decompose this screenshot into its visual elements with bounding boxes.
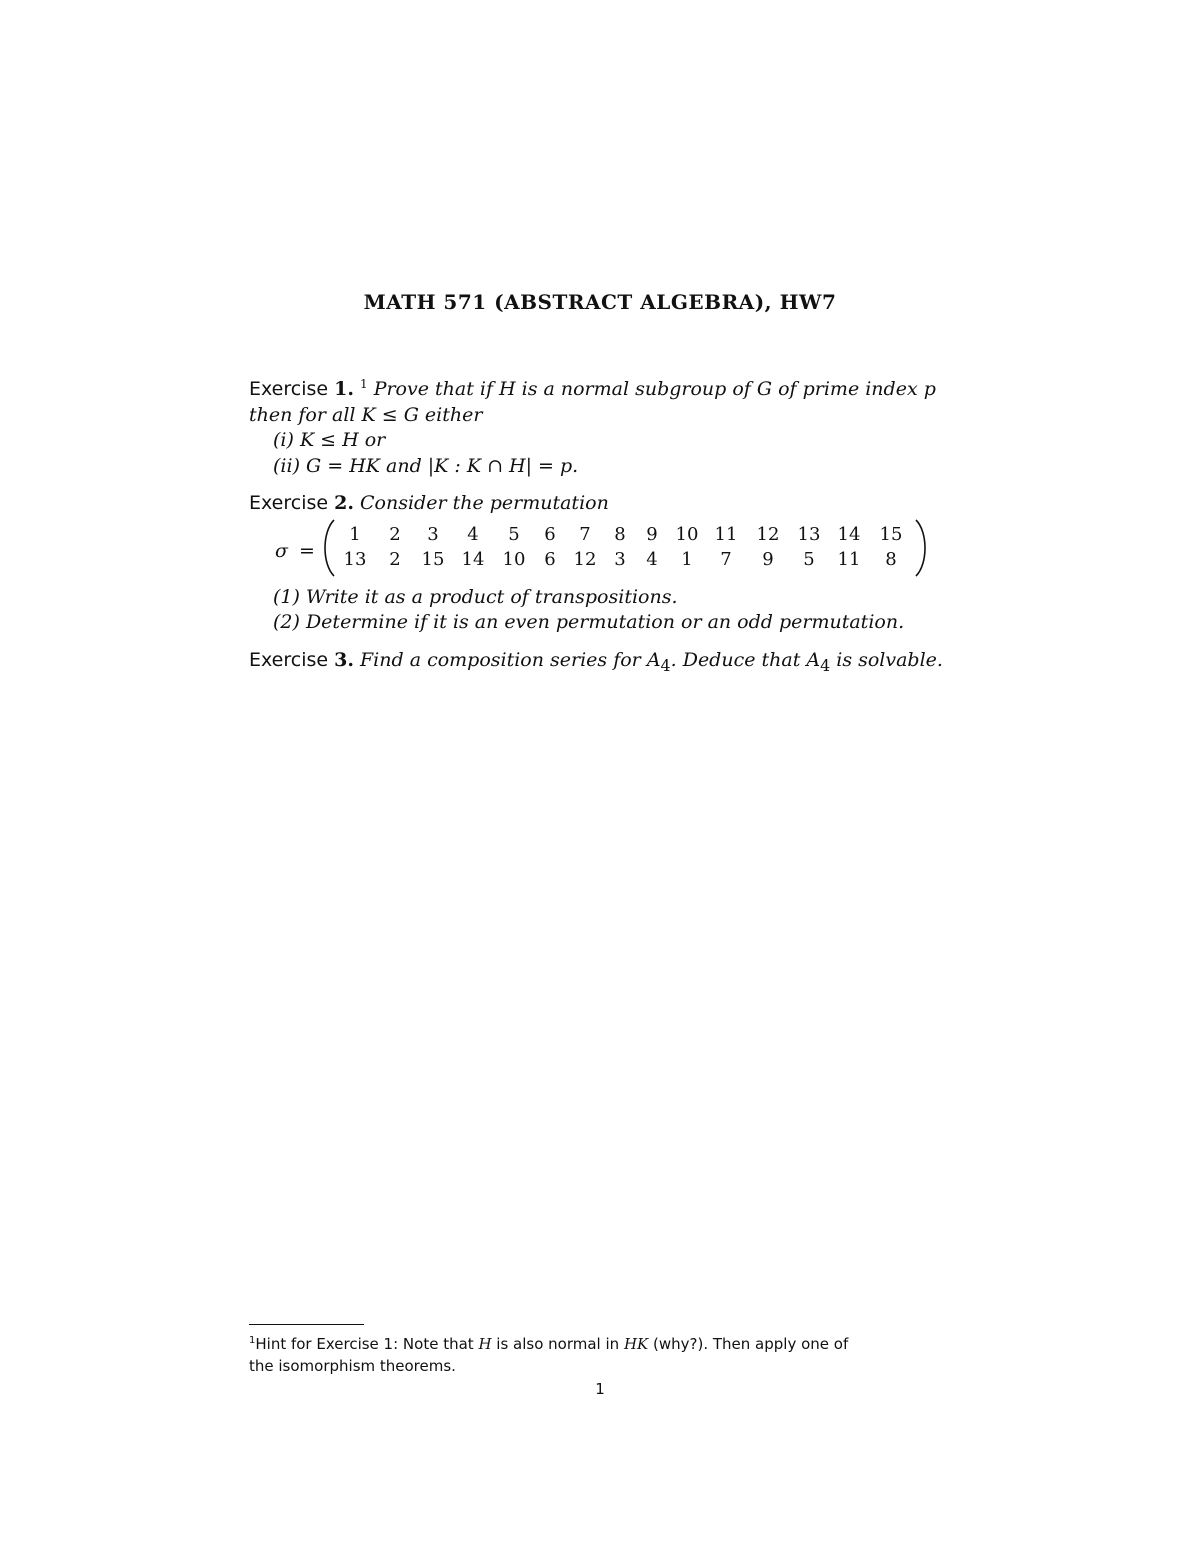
permutation-top-entry: 5 bbox=[508, 523, 520, 545]
footnote bbox=[249, 1330, 959, 1377]
permutation-bottom-entry: 1 bbox=[681, 548, 693, 570]
exercise-2-item-2: (2) Determine if it is an even permutation or an odd permutation. bbox=[273, 611, 905, 633]
document-title: MATH 571 (ABSTRACT ALGEBRA), HW7 bbox=[363, 290, 837, 314]
exercise-3 bbox=[249, 648, 954, 678]
permutation-bottom-entry: 7 bbox=[720, 548, 732, 570]
permutation-top-entry: 3 bbox=[427, 523, 439, 545]
a4-symbol-2: $A_4$ bbox=[806, 648, 831, 675]
permutation-top-entry: 2 bbox=[389, 523, 401, 545]
permutation-top-entry: 8 bbox=[614, 523, 626, 545]
permutation-bottom-entry: 13 bbox=[343, 548, 367, 570]
footnote-text-b: is also normal in bbox=[491, 1335, 624, 1353]
footnote-hk: HK bbox=[623, 1335, 649, 1353]
a4-symbol: $A_4$ bbox=[646, 648, 671, 675]
footnote-line2: the isomorphism theorems. bbox=[249, 1357, 456, 1375]
permutation-top-entry: 14 bbox=[837, 523, 861, 545]
sigma-symbol: σ bbox=[275, 539, 288, 562]
footnote-marker: 1 bbox=[360, 377, 368, 391]
footnote-h: H bbox=[478, 1335, 492, 1353]
permutation-top-entry: 13 bbox=[797, 523, 821, 545]
permutation-bottom-entry: 3 bbox=[614, 548, 626, 570]
permutation-bottom-entry: 11 bbox=[837, 548, 861, 570]
permutation-bottom-entry: 8 bbox=[885, 548, 897, 570]
permutation-top-entry: 4 bbox=[467, 523, 479, 545]
exercise-2 bbox=[249, 491, 954, 517]
exercise-2-label: Exercise 2. bbox=[249, 492, 354, 514]
permutation-top-entry: 15 bbox=[879, 523, 903, 545]
permutation-bottom-entry: 14 bbox=[461, 548, 485, 570]
permutation-top-entry: 6 bbox=[544, 523, 556, 545]
right-paren bbox=[913, 518, 931, 578]
permutation-bottom-entry: 15 bbox=[421, 548, 445, 570]
exercise-1-line2: then for all K ≤ G either bbox=[249, 403, 483, 426]
permutation-top-entry: 12 bbox=[756, 523, 780, 545]
exercise-1-case-i: (i) K ≤ H or bbox=[273, 429, 386, 451]
permutation-bottom-entry: 9 bbox=[762, 548, 774, 570]
footnote-number: 1 bbox=[249, 1335, 256, 1346]
permutation-top-entry: 7 bbox=[579, 523, 591, 545]
permutation-bottom-entry: 4 bbox=[646, 548, 658, 570]
permutation-top-entry: 11 bbox=[714, 523, 738, 545]
footnote-text-a: Hint for Exercise 1: Note that bbox=[255, 1335, 479, 1353]
document-body bbox=[249, 372, 954, 678]
equals-sign: = bbox=[299, 539, 315, 562]
permutation-top-entry: 9 bbox=[646, 523, 658, 545]
page-number: 1 bbox=[595, 1380, 605, 1398]
exercise-1-label: Exercise 1. bbox=[249, 378, 354, 400]
exercise-2-statement: Consider the permutation bbox=[360, 492, 609, 514]
exercise-3-text-b: . Deduce that bbox=[670, 648, 807, 671]
exercise-2-item-1: (1) Write it as a product of transpositions. bbox=[273, 585, 678, 608]
exercise-1 bbox=[249, 372, 954, 403]
permutation-bottom-entry: 6 bbox=[544, 548, 556, 570]
footnote-rule bbox=[249, 1324, 364, 1325]
exercise-3-text-c: is solvable. bbox=[830, 648, 943, 671]
permutation-bottom-entry: 5 bbox=[803, 548, 815, 570]
exercise-3-label: Exercise 3. bbox=[249, 648, 354, 671]
permutation-top-entry: 10 bbox=[675, 523, 699, 545]
permutation-top-entry: 1 bbox=[349, 523, 361, 545]
exercise-1-case-ii: (ii) G = HK and |K : K ∩ H| = p. bbox=[273, 454, 579, 477]
footnote-text-c: (why?). Then apply one of bbox=[648, 1335, 849, 1353]
permutation-bottom-entry: 10 bbox=[502, 548, 526, 570]
exercise-1-statement: Prove that if H is a normal subgroup of G of prime index p bbox=[373, 378, 936, 400]
left-paren bbox=[319, 518, 337, 578]
permutation-bottom-entry: 12 bbox=[573, 548, 597, 570]
permutation-matrix bbox=[275, 525, 954, 579]
exercise-3-text-a: Find a composition series for bbox=[360, 648, 647, 671]
permutation-bottom-entry: 2 bbox=[389, 548, 401, 570]
